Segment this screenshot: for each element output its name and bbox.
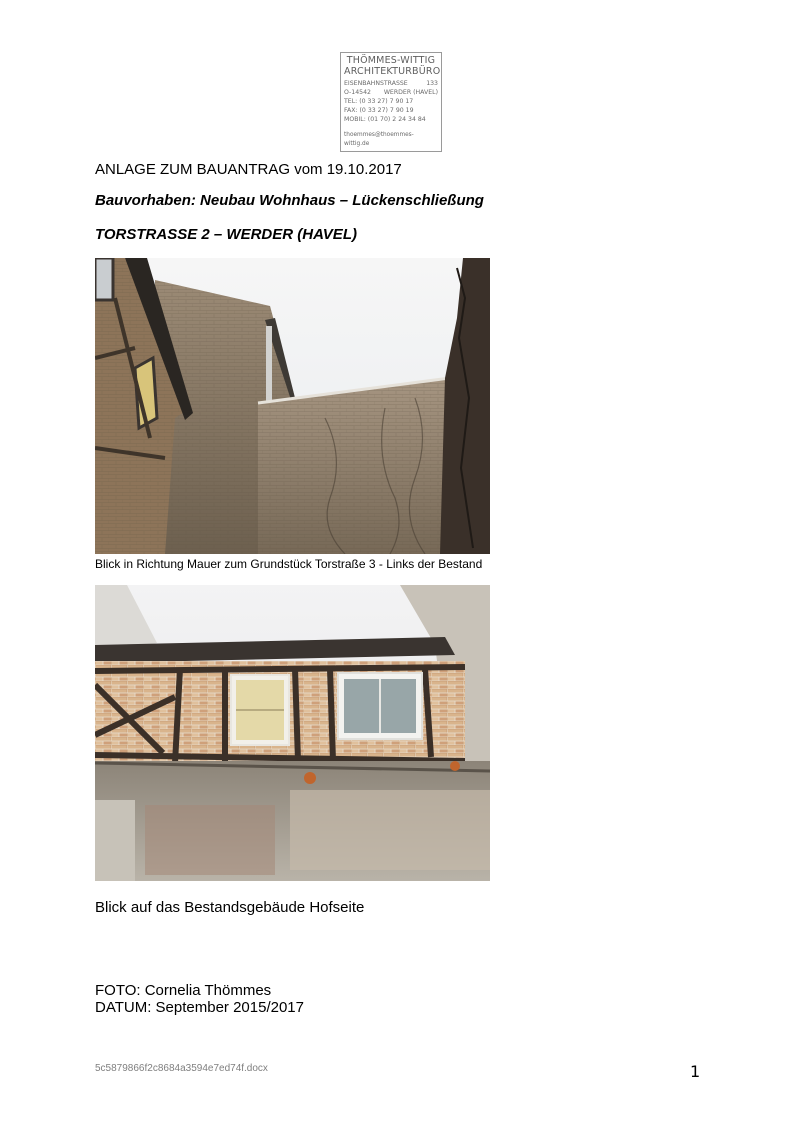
attachment-title: ANLAGE ZUM BAUANTRAG vom 19.10.2017 <box>95 161 402 178</box>
photo-wall-view <box>95 258 490 554</box>
zip-code: O-14542 <box>344 89 371 96</box>
fax: FAX: (0 33 27) 7 90 19 <box>344 107 414 114</box>
city: WERDER (HAVEL) <box>383 89 438 96</box>
photo-caption-2: Blick auf das Bestandsgebäude Hofseite <box>95 899 365 916</box>
mobile: MOBIL: (01 70) 2 24 34 84 <box>344 116 426 123</box>
photo-date: DATUM: September 2015/2017 <box>95 999 304 1016</box>
project-address: TORSTRASSE 2 – WERDER (HAVEL) <box>95 226 357 243</box>
photo-caption-1: Blick in Richtung Mauer zum Grundstück Torstraße 3 - Links der Bestand <box>95 557 483 571</box>
email: thoemmes@thoemmes-wittig.de <box>344 132 414 147</box>
firm-name: THÖMMES-WITTIG <box>346 55 436 66</box>
street-name: EISENBAHNSTRASSE <box>344 80 408 87</box>
address-street <box>344 79 438 88</box>
street-number: 133 <box>426 80 438 87</box>
firm-type: ARCHITEKTURBÜRO <box>344 66 441 77</box>
phone: TEL: (0 33 27) 7 90 17 <box>344 98 414 105</box>
letterhead-logo <box>340 52 442 152</box>
project-title: Bauvorhaben: Neubau Wohnhaus – Lückenschließung <box>95 192 484 209</box>
footer-filename: 5c5879866f2c8684a3594e7ed74f.docx <box>95 1063 268 1074</box>
photo-courtyard-facade <box>95 585 490 881</box>
photo-credit: FOTO: Cornelia Thömmes <box>95 982 272 999</box>
address-city <box>344 88 438 97</box>
page-number: 1 <box>690 1062 701 1081</box>
